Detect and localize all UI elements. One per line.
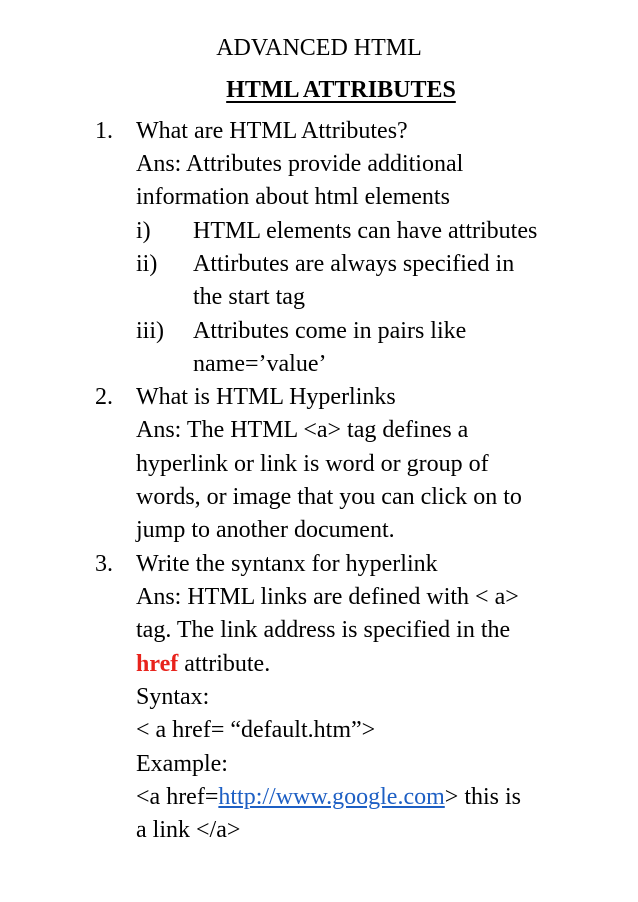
list-item-3-number: iii): [136, 318, 164, 344]
question-1-text: What are HTML Attributes?: [136, 118, 408, 144]
list-item-1-number: i): [136, 218, 151, 244]
question-3-number: 3.: [95, 551, 113, 577]
syntax-label: Syntax:: [136, 684, 210, 710]
example-label: Example:: [136, 751, 228, 777]
syntax-code: < a href= “default.htm”>: [136, 717, 376, 743]
list-item-1-text: HTML elements can have attributes: [193, 218, 538, 244]
example-suffix: > this is: [444, 784, 521, 810]
attribute-tail: attribute.: [178, 651, 271, 677]
question-2-text: What is HTML Hyperlinks: [136, 384, 396, 410]
example-code-line-1: [136, 781, 521, 813]
answer-1-line-2: information about html elements: [136, 184, 450, 210]
href-keyword: href: [136, 651, 179, 677]
question-2-number: 2.: [95, 384, 113, 410]
section-heading-text: HTML ATTRIBUTES: [226, 77, 456, 103]
answer-3-line-3: [136, 648, 270, 680]
example-hyperlink[interactable]: http://www.google.com: [218, 784, 445, 810]
example-code-line-2: a link </a>: [136, 817, 241, 843]
answer-2-line-2: hyperlink or link is word or group of: [136, 451, 489, 477]
list-item-3-text: Attributes come in pairs like: [193, 318, 467, 344]
question-1-number: 1.: [95, 118, 113, 144]
list-item-2-number: ii): [136, 251, 158, 277]
answer-2-line-1: Ans: The HTML <a> tag defines a: [136, 417, 469, 443]
answer-1-line-1: Ans: Attributes provide additional: [136, 151, 464, 177]
answer-2-line-4: jump to another document.: [136, 517, 395, 543]
example-prefix: <a href=: [136, 784, 219, 810]
page-title: ADVANCED HTML: [216, 35, 422, 61]
answer-2-line-3: words, or image that you can click on to: [136, 484, 522, 510]
answer-3-line-1: Ans: HTML links are defined with < a>: [136, 584, 519, 610]
list-item-2-text: Attirbutes are always specified in: [193, 251, 515, 277]
list-item-3-continuation: name=’value’: [193, 351, 327, 377]
list-item-2-continuation: the start tag: [193, 284, 305, 310]
answer-3-line-2: tag. The link address is specified in the: [136, 617, 511, 643]
question-3-text: Write the syntanx for hyperlink: [136, 551, 438, 577]
section-heading: [0, 74, 638, 106]
